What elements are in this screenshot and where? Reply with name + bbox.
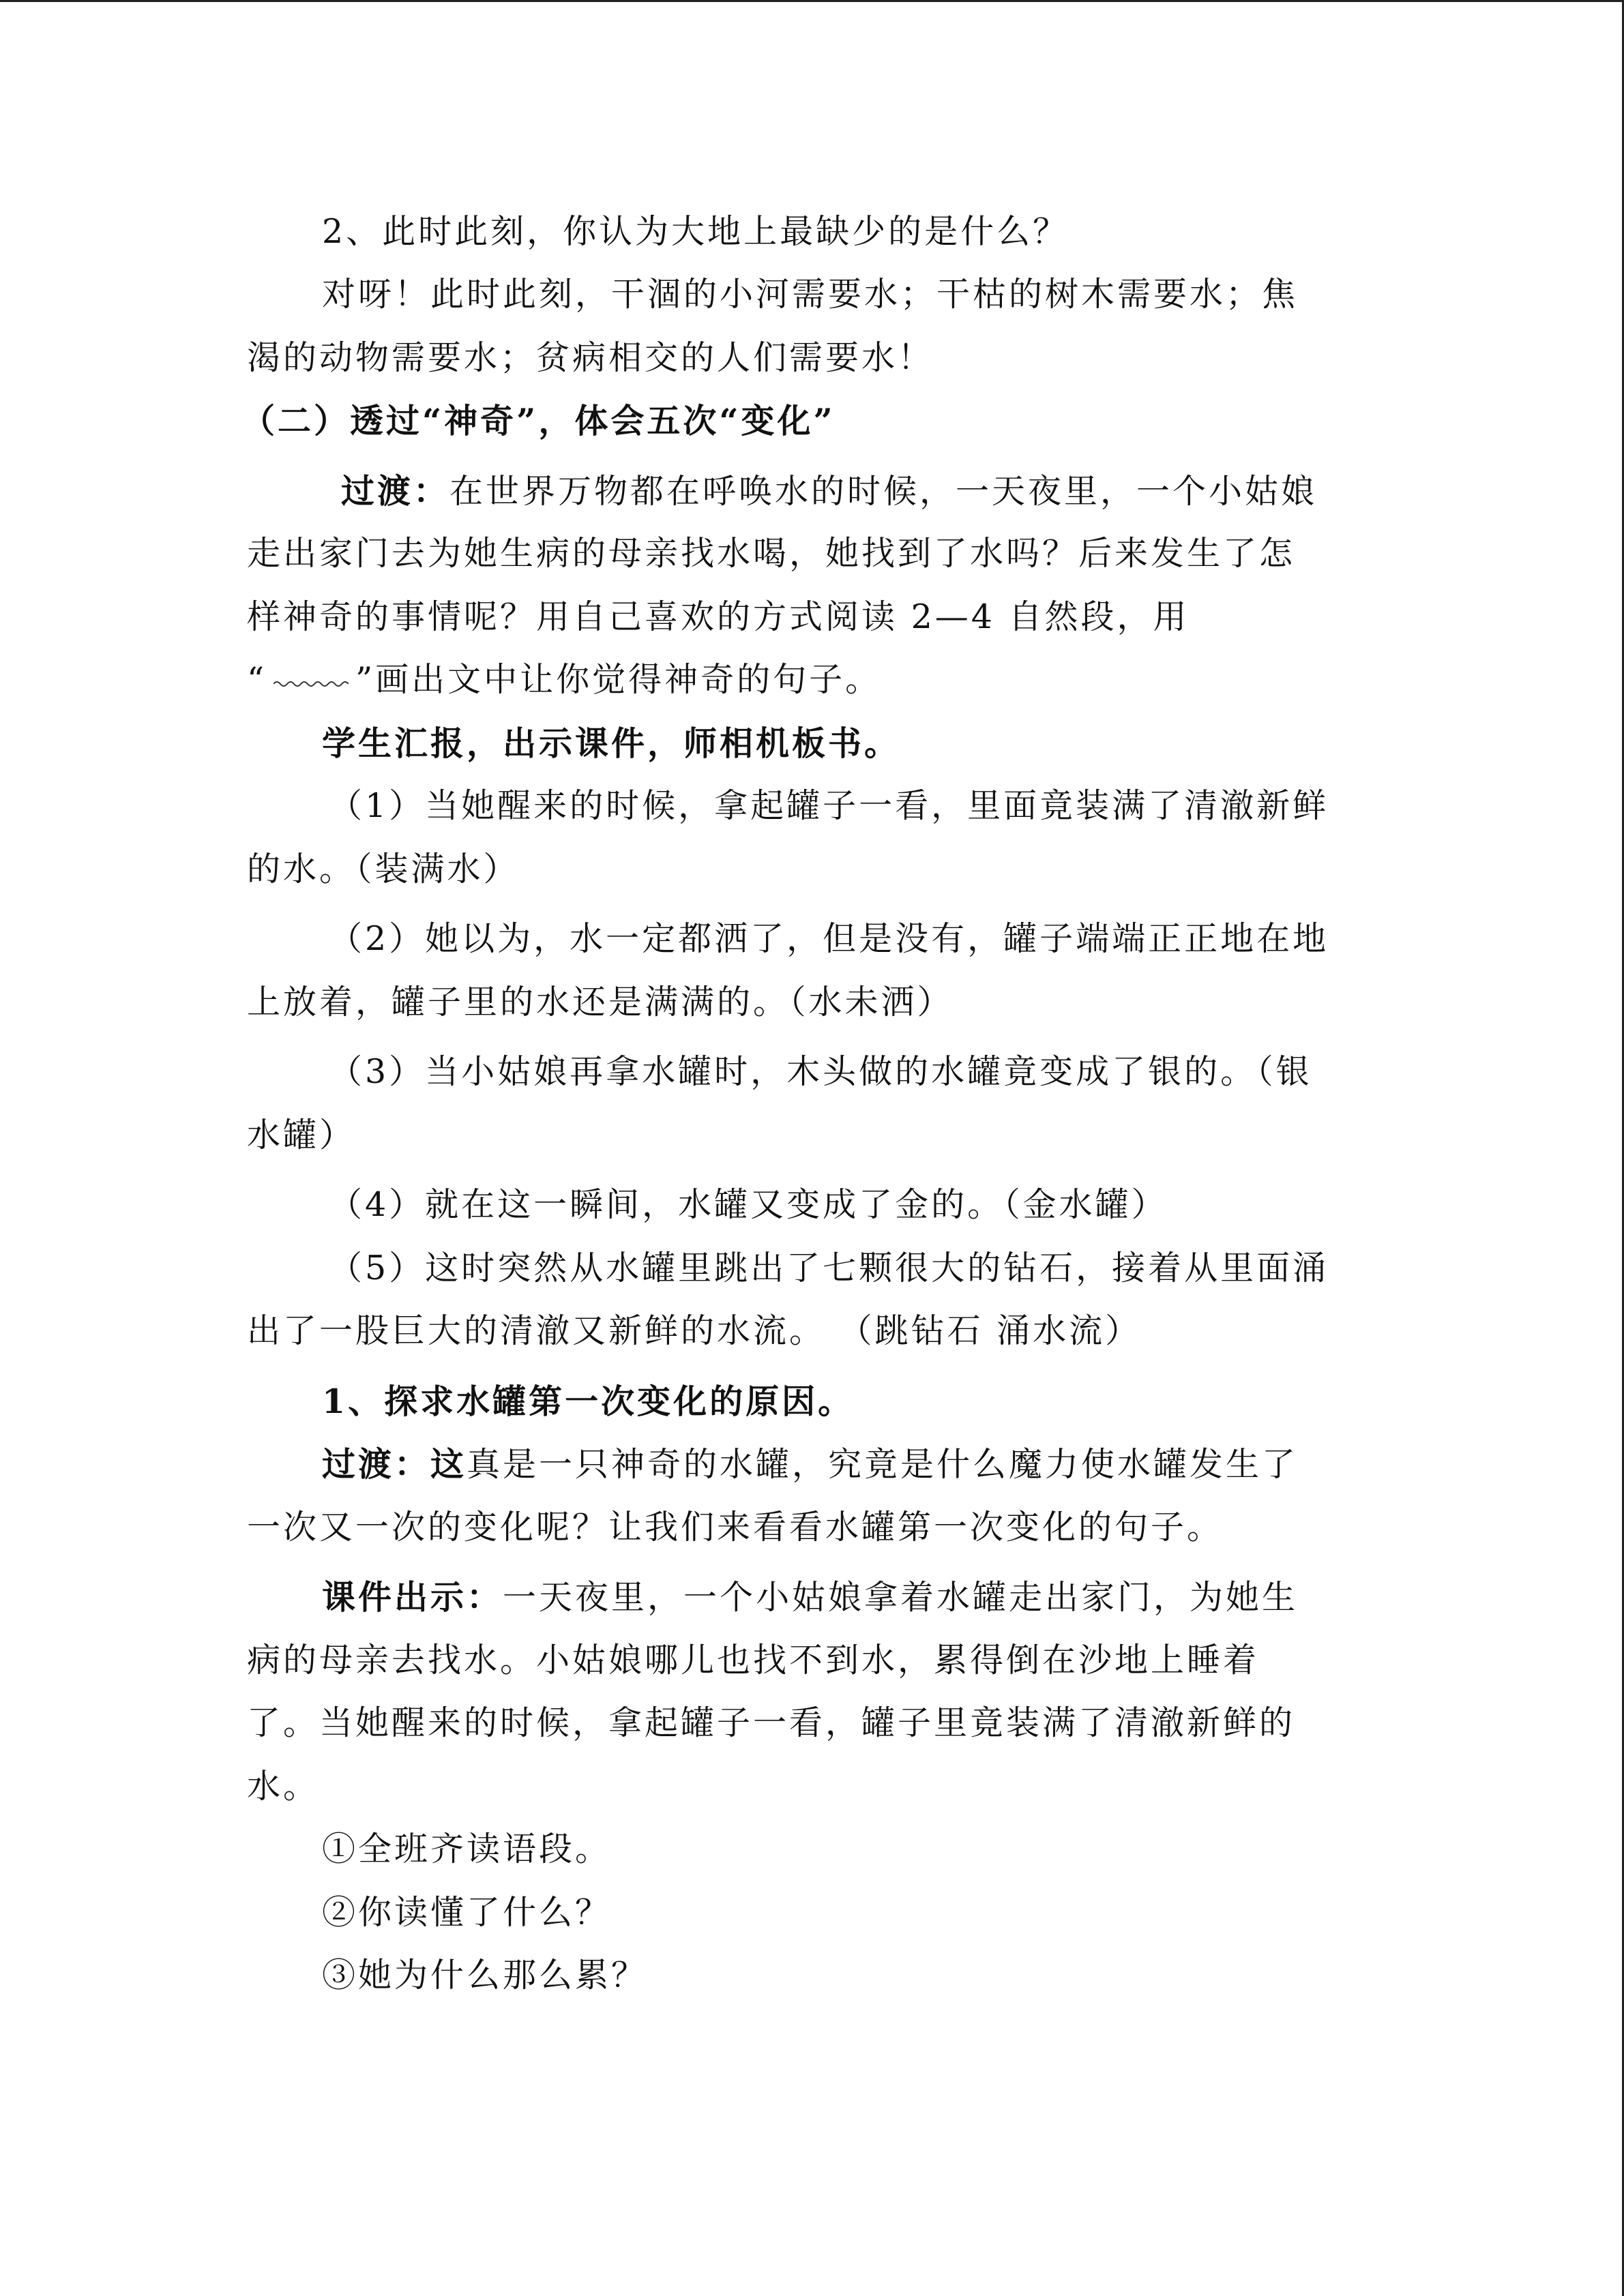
- courseware-line-3: 了。当她醒来的时候，拿起罐子一看，罐子里竟装满了清澈新鲜的: [247, 1703, 1296, 1742]
- task-1: ①全班齐读语段。: [322, 1830, 612, 1868]
- close-quote-text: ”画出文中让你觉得神奇的句子。: [355, 660, 882, 699]
- item-2-line-2: 上放着，罐子里的水还是满满的。（水未洒）: [247, 983, 954, 1022]
- transition-1-line-3: 样神奇的事情呢？用自己喜欢的方式阅读 2—4 自然段，用: [247, 597, 1190, 636]
- answer-line-2: 渴的动物需要水；贫病相交的人们需要水！: [247, 338, 934, 377]
- item-3-line-2: 水罐）: [247, 1116, 356, 1154]
- answer-line-1: 对呀！此时此刻，干涸的小河需要水；干枯的树木需要水；焦: [322, 275, 1299, 314]
- transition-1-line-1: [341, 471, 1317, 512]
- transition-label: 过渡：: [341, 471, 450, 511]
- item-5-line-1: （5）这时突然从水罐里跳出了七颗很大的钻石，接着从里面涌: [329, 1249, 1329, 1287]
- transition-2-line-1: [322, 1444, 1298, 1485]
- courseware-line-4: 水。: [247, 1767, 320, 1806]
- explore-heading: 1、探求水罐第一次变化的原因。: [322, 1382, 855, 1421]
- item-4: （4）就在这一瞬间，水罐又变成了金的。（金水罐）: [329, 1185, 1168, 1224]
- task-2: ②你读懂了什么？: [322, 1893, 612, 1932]
- transition-text: 在世界万物都在呼唤水的时候，一天夜里，一个小姑娘: [449, 472, 1318, 511]
- transition-2-label: 过渡：: [322, 1444, 431, 1484]
- item-2-line-1: （2）她以为，水一定都洒了，但是没有，罐子端端正正地在地: [329, 919, 1329, 958]
- courseware-label: 课件出示：: [322, 1577, 503, 1617]
- courseware-line-2: 病的母亲去找水。小姑娘哪儿也找不到水，累得倒在沙地上睡着: [247, 1641, 1260, 1680]
- page-border-top: [0, 0, 1624, 2]
- item-1-line-1: （1）当她醒来的时候，拿起罐子一看，里面竟装满了清澈新鲜: [329, 786, 1329, 825]
- report-heading: 学生汇报，出示课件，师相机板书。: [322, 724, 901, 763]
- task-3: ③她为什么那么累？: [322, 1956, 648, 1995]
- transition-2-text: 真是一只神奇的水罐，究竟是什么魔力使水罐发生了: [467, 1445, 1299, 1484]
- open-quote: “: [247, 660, 267, 699]
- question-2: 2、此时此刻，你认为大地上最缺少的是什么？: [322, 212, 1069, 251]
- transition-1-line-4: [247, 659, 881, 700]
- section-heading: （二）透过“神奇”，体会五次“变化”: [241, 401, 836, 441]
- item-5-line-2: 出了一股巨大的清澈又新鲜的水流。 （跳钻石 涌水流）: [247, 1311, 1142, 1350]
- courseware-text: 一天夜里，一个小姑娘拿着水罐走出家门，为她生: [503, 1578, 1299, 1617]
- item-3-line-1: （3）当小姑娘再拿水罐时，木头做的水罐竟变成了银的。（银: [329, 1052, 1312, 1091]
- transition-2-line-2: 一次又一次的变化呢？让我们来看看水罐第一次变化的句子。: [247, 1508, 1224, 1547]
- courseware-line-1: [322, 1577, 1298, 1618]
- item-1-line-2: 的水。（装满水）: [247, 850, 520, 889]
- transition-1-line-2: 走出家门去为她生病的母亲找水喝，她找到了水吗？后来发生了怎: [247, 534, 1296, 573]
- transition-2-bold-char: 这: [430, 1444, 467, 1484]
- wavy-underline-mark: [274, 676, 349, 689]
